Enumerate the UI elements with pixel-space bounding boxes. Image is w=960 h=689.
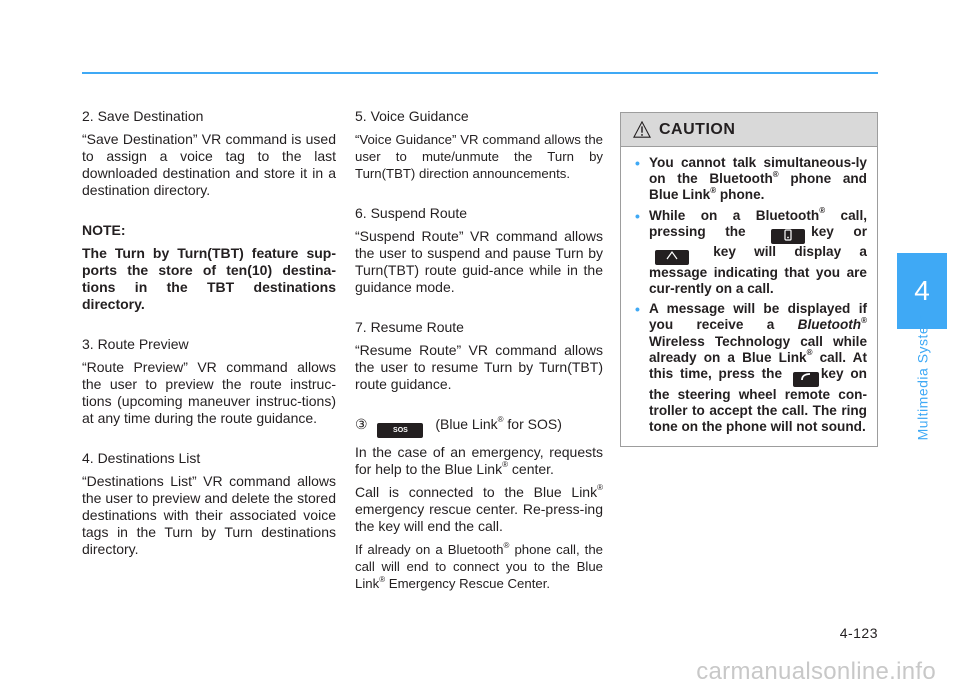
call-connected-body: Call is connected to the Blue Link® emergency rescue center. Re-press-ing the key will end the call.: [355, 483, 603, 534]
blue-link-key-icon: [771, 229, 805, 244]
save-destination-heading: 2. Save Destination: [82, 108, 204, 124]
chapter-title: Multimedia System: [914, 313, 931, 441]
destinations-list-body: “Destinations List” VR command allows the user to preview and delete the stored destinations with their associated voice tags in the Turn by Turn destinations directory.: [82, 473, 336, 557]
caution-title: CAUTION: [659, 120, 736, 138]
caution-item: • A message will be displayed if you receive a Bluetooth® Wireless Technology call while already on a Blue Link® call. At this time, press the key on the steering wheel remote con-troller to accept the call. The ring tone on the phone will not sound.: [635, 301, 867, 435]
reg-mark: ®: [497, 415, 504, 425]
emergency-body: In the case of an emergency, requests for help to the Blue Link® center.: [355, 444, 603, 477]
resume-route-heading: 7. Resume Route: [355, 319, 464, 335]
header-rule: [82, 72, 878, 74]
route-preview-body: “Route Preview” VR command allows the user to preview the route instruc-tions (upcoming maneuver instruc-tions) at any time during the route guidance.: [82, 359, 336, 426]
caution-header: [621, 113, 877, 147]
assist-key-icon: [655, 250, 689, 265]
already-on-call-body: If already on a Bluetooth® phone call, the call will end to connect you to the Blue Link® Emergency Rescue Center.: [355, 540, 603, 591]
suspend-route-body: “Suspend Route” VR command allows the user to suspend and pause Turn by Turn(TBT) route guid-ance while in the guidance mode.: [355, 228, 603, 295]
voice-guidance-body: “Voice Guidance” VR command allows the user to mute/unmute the Turn by Turn(TBT) direction announcements.: [355, 132, 603, 181]
warning-triangle-icon: [633, 121, 651, 139]
resume-route-body: “Resume Route” VR command allows the user to resume Turn by Turn(TBT) route guidance.: [355, 342, 603, 392]
middle-column: [355, 108, 603, 598]
page-number: 4-123: [839, 625, 878, 641]
caution-item: • While on a Bluetooth® call, pressing the key or key will display a message indicating that you are cur-rently on a call.: [635, 206, 867, 297]
bullet-dot-icon: •: [635, 301, 640, 318]
suspend-route-heading: 6. Suspend Route: [355, 205, 468, 221]
sos-label-a: (Blue Link: [435, 416, 498, 432]
watermark: carmanualsonline.info: [696, 658, 936, 685]
bullet-dot-icon: •: [635, 155, 640, 171]
note-body: The Turn by Turn(TBT) feature sup-ports the store of ten(10) destina-tions in the TBT destinations directory.: [82, 245, 336, 312]
circled-marker: ③: [355, 416, 368, 432]
caution-list: [621, 147, 877, 436]
sos-heading: [355, 416, 603, 438]
left-column: [82, 108, 336, 564]
note-label: NOTE:: [82, 222, 126, 238]
destinations-list-heading: 4. Destinations List: [82, 450, 201, 466]
bullet-dot-icon: •: [635, 207, 640, 224]
sos-label-b: for SOS): [503, 416, 562, 432]
save-destination-body: “Save Destination” VR command is used to assign a voice tag to the last downloaded destination and store it in a destination directory.: [82, 131, 336, 198]
caution-item: • You cannot talk simultaneous-ly on the Bluetooth® phone and Blue Link® phone.: [635, 155, 867, 203]
chapter-number: 4: [914, 275, 930, 306]
caution-box: [620, 112, 878, 447]
chapter-title-container: [898, 306, 946, 448]
phone-key-icon: [793, 372, 819, 387]
route-preview-heading: 3. Route Preview: [82, 336, 189, 352]
voice-guidance-heading: 5. Voice Guidance: [355, 108, 469, 124]
sos-key-icon: SOS: [377, 423, 423, 438]
